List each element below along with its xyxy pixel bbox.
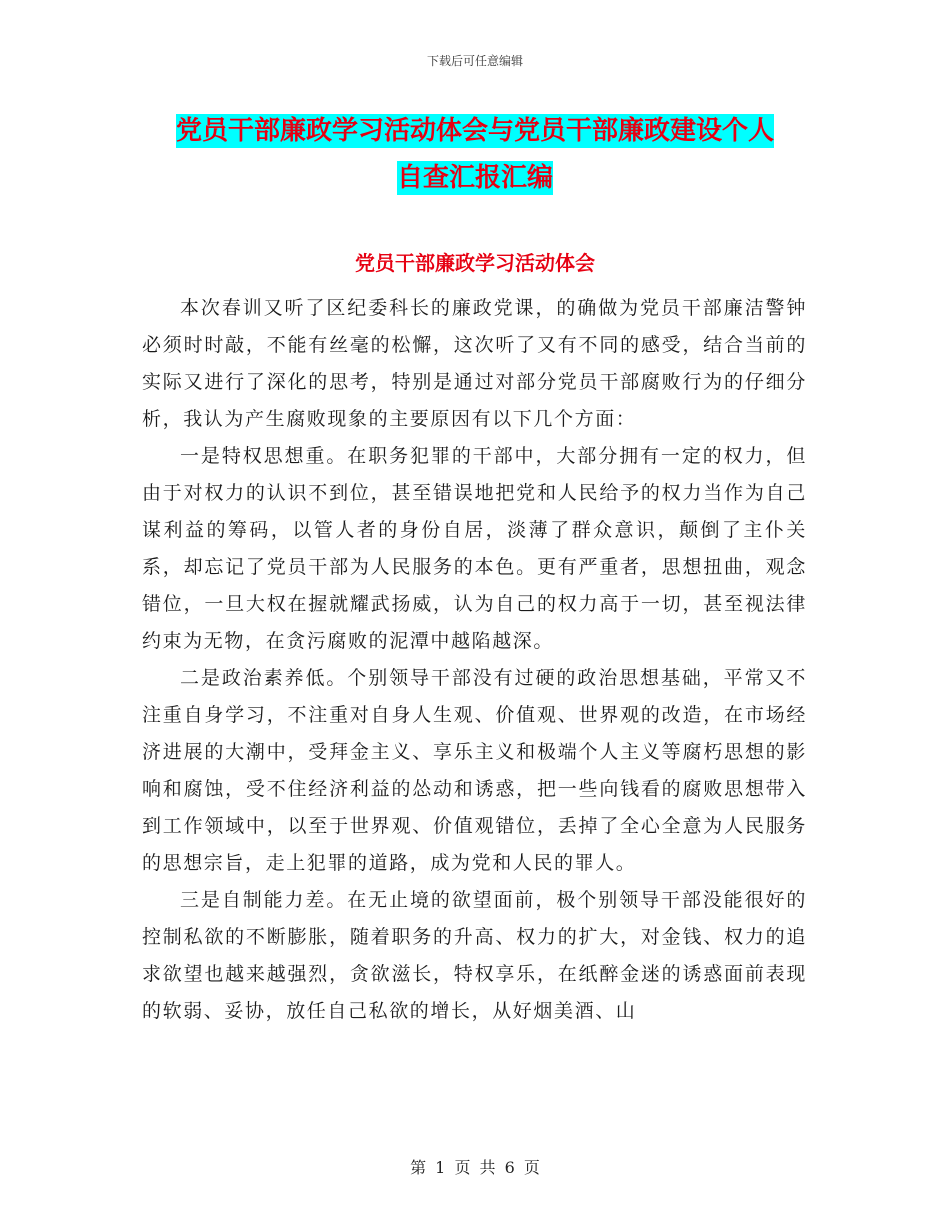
paragraph-intro: 本次春训又听了区纪委科长的廉政党课，的确做为党员干部廉洁警钟必须时时敲，不能有丝毫的松懈，这次听了又有不同的感受，结合当前的实际又进行了深化的思考，特别是通过对部分党员干部腐败行为的仔细分析，我认为产生腐败现象的主要原因有以下几个方面：	[142, 297, 807, 430]
page-number: 第 1 页 共 6 页	[410, 1158, 540, 1177]
paragraph-point-1: 一是特权思想重。在职务犯罪的干部中，大部分拥有一定的权力，但由于对权力的认识不到位，甚至错误地把党和人民给予的权力当作为自己谋利益的筹码，以管人者的身份自居，淡薄了群众意识，颠倒了主仆关系，却忘记了党员干部为人民服务的本色。更有严重者，思想扭曲，观念错位，一旦大权在握就耀武扬威，认为自己的权力高于一切，甚至视法律约束为无物，在贪污腐败的泥潭中越陷越深。	[142, 445, 807, 652]
paragraph-point-2: 二是政治素养低。个别领导干部没有过硬的政治思想基础，平常又不注重自身学习，不注重对自身人生观、价值观、世界观的改造，在市场经济进展的大潮中，受拜金主义、享乐主义和极端个人主义等腐朽思想的影响和腐蚀，受不住经济利益的怂动和诱惑，把一些向钱看的腐败思想带入到工作领域中，以至于世界观、价值观错位，丢掉了全心全意为人民服务的思想宗旨，走上犯罪的道路，成为党和人民的罪人。	[142, 667, 807, 874]
document-title-line-2: 自查汇报汇编	[396, 163, 553, 193]
document-title	[150, 108, 800, 202]
section-title: 党员干部廉政学习活动体会	[355, 251, 595, 275]
page-header-note: 下载后可任意编辑	[426, 54, 523, 68]
document-title-line-1: 党员干部廉政学习活动体会与党员干部廉政建设个人	[175, 116, 774, 146]
paragraph-point-3: 三是自制能力差。在无止境的欲望面前，极个别领导干部没能很好的控制私欲的不断膨胀，随着职务的升高、权力的扩大，对金钱、权力的追求欲望也越来越强烈，贪欲滋长，特权享乐，在纸醉金迷的诱惑面前表现的软弱、妥协，放任自己私欲的增长，从好烟美酒、山	[142, 889, 807, 1022]
document-body	[142, 290, 807, 1030]
